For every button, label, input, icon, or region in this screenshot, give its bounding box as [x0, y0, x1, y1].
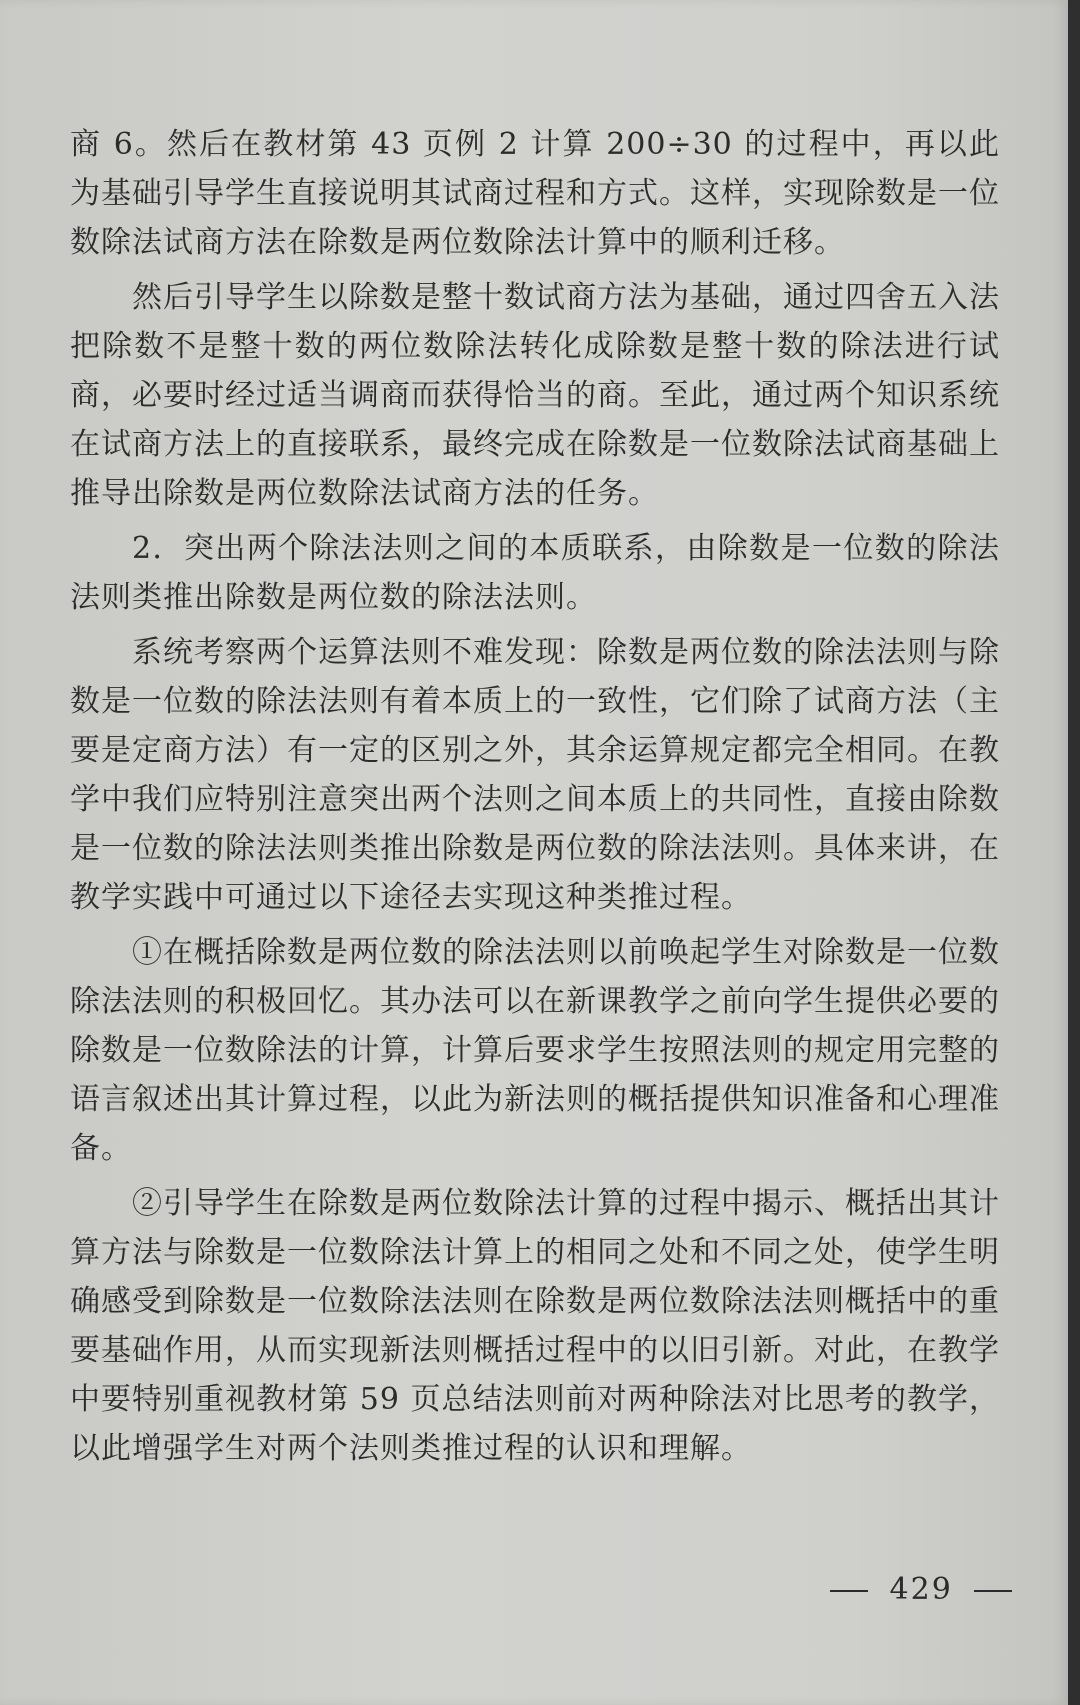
- page-number: [820, 1572, 1022, 1607]
- dash-right: [974, 1590, 1012, 1592]
- page-number-value: 429: [889, 1572, 953, 1607]
- body-text: [70, 120, 1000, 1479]
- paragraph-6: ②引导学生在除数是两位数除法计算的过程中揭示、概括出其计算方法与除数是一位数除法计算上的相同之处和不同之处，使学生明确感受到除数是一位数除法法则在除数是两位数除法法则概括中的重要基础作用，从而实现新法则概括过程中的以旧引新。对此，在教学中要特别重视教材第 59 页总结法则前对两种除法对比思考的教学，以此增强学生对两个法则类推过程的认识和理解。: [70, 1186, 1000, 1466]
- paragraph-5: ①在概括除数是两位数的除法法则以前唤起学生对除数是一位数除法法则的积极回忆。其办法可以在新课教学之前向学生提供必要的除数是一位数除法的计算，计算后要求学生按照法则的规定用完整的语言叙述出其计算过程，以此为新法则的概括提供知识准备和心理准备。: [70, 935, 1000, 1166]
- paragraph-4: 系统考察两个运算法则不难发现：除数是两位数的除法法则与除数是一位数的除法法则有着本质上的一致性，它们除了试商方法（主要是定商方法）有一定的区别之外，其余运算规定都完全相同。在教学中我们应特别注意突出两个法则之间本质上的共同性，直接由除数是一位数的除法法则类推出除数是两位数的除法法则。具体来讲，在教学实践中可通过以下途径去实现这种类推过程。: [70, 635, 1000, 915]
- dash-left: [830, 1590, 868, 1592]
- paragraph-1: 商 6。然后在教材第 43 页例 2 计算 200÷30 的过程中，再以此为基础引导学生直接说明其试商过程和方式。这样，实现除数是一位数除法试商方法在除数是两位数除法计算中的顺利迁移。: [70, 127, 1000, 260]
- paragraph-2: 然后引导学生以除数是整十数试商方法为基础，通过四舍五入法把除数不是整十数的两位数除法转化成除数是整十数的除法进行试商，必要时经过适当调商而获得恰当的商。至此，通过两个知识系统在试商方法上的直接联系，最终完成在除数是一位数除法试商基础上推导出除数是两位数除法试商方法的任务。: [70, 280, 1000, 511]
- paragraph-3: 2．突出两个除法法则之间的本质联系，由除数是一位数的除法法则类推出除数是两位数的除法法则。: [70, 531, 1000, 615]
